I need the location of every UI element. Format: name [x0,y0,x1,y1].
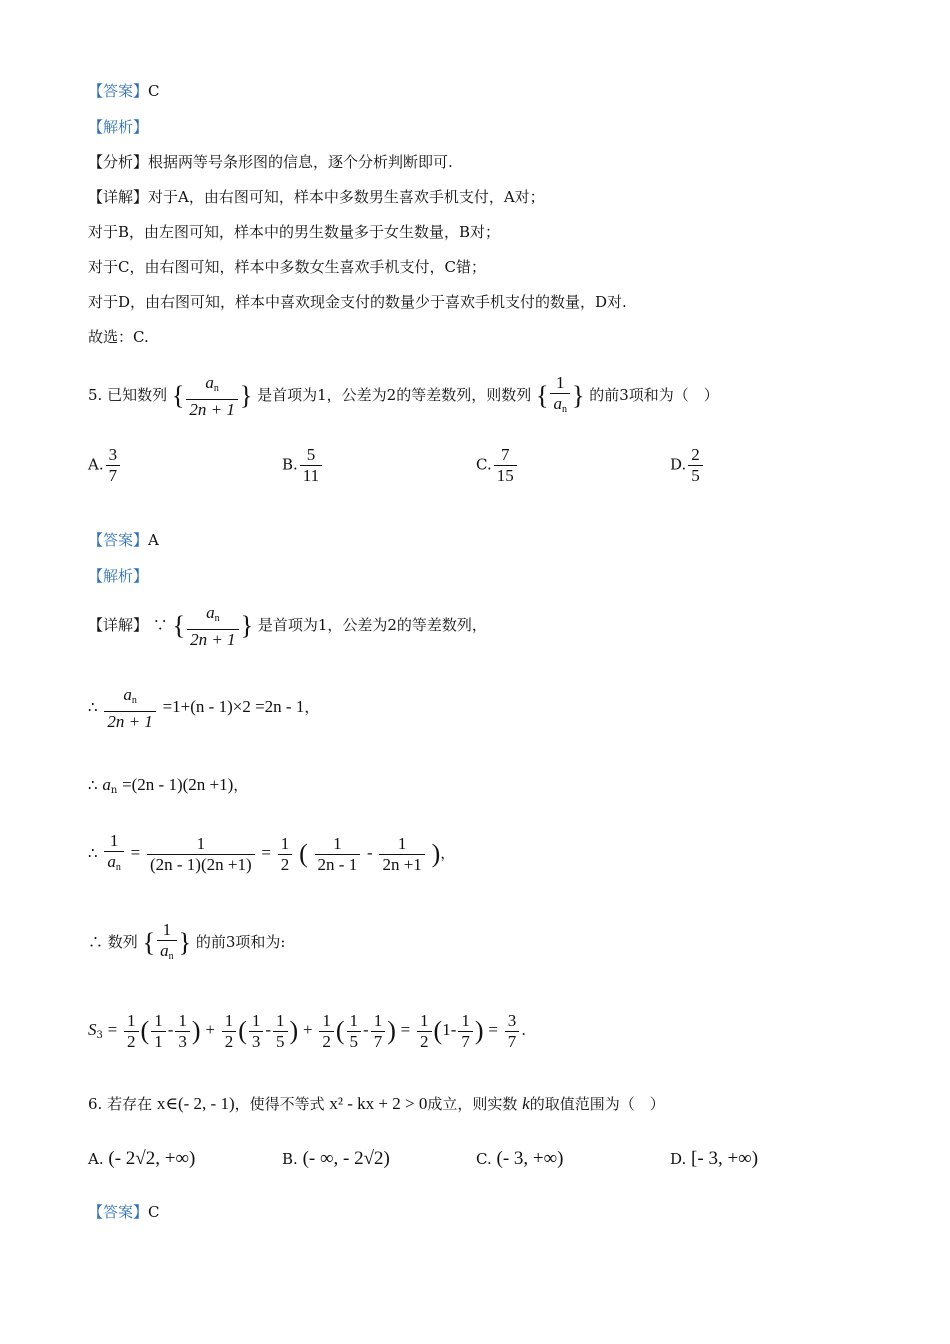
option-a-q6[interactable]: A. (- 2√2, +∞) [88,1148,196,1169]
detail-line-d: 对于D，由右图可知，样本中喜欢现金支付的数量少于喜欢手机支付的数量，D对. [88,293,627,311]
step-2: ∴ $a_n =(2n - 1)(2n +1)$， [88,775,249,796]
fraction-1-over-an: $\frac{1}{a_n}$ [550,373,570,420]
detail-line-b: 对于B，由左图可知，样本中的男生数量多于女生数量，B对； [88,223,501,241]
question-6-stem: 6. 若存在 x∈(- 2, - 1)，使得不等式 x² - kx + 2 > 0成立，则实数 k的取值范围为（ ） [88,1094,665,1113]
analysis-tag-q4: 【解析】 [88,118,149,136]
answer-tag: 【答案】 [88,82,149,100]
answer-line-q4 [88,81,160,101]
answer-line-q5: 【答案】A [88,531,159,549]
option-c-q6[interactable]: C. (- 3, +∞) [476,1148,564,1169]
step-4: ∴ 数列 { $\frac{1}{a_n}$ } 的前3项和为: [88,919,286,962]
step-1: ∴ $\frac{a_n}{2n + 1}$ =1+(n - 1)×2 =2n - 1， [88,684,320,731]
analyze-line-q4: 【分析】根据两等号条形图的信息，逐个分析判断即可. [88,153,453,171]
analysis-tag-q5: 【解析】 [88,567,149,585]
option-d[interactable]: D. $\frac{2}{5}$ [670,445,705,486]
option-a[interactable]: A. $\frac{3}{7}$ [88,445,122,486]
detail-line-q5: 【详解】 ∵ { $\frac{a_n}{2n + 1}$ } 是首项为1，公差为2的等差数列， [88,602,487,649]
fraction-an-over-2n1: $\frac{a_n}{2n + 1}$ [186,373,237,420]
answer-value: C [148,82,160,100]
conclusion-q4: 故选：C. [88,328,149,346]
option-b-q6[interactable]: B. (- ∞, - 2√2) [282,1148,390,1169]
option-d-q6[interactable]: D. [- 3, +∞) [670,1148,759,1169]
step-5-sum: $S_3$ = $\frac{1}{2}$ ( $\frac{1}{1}$ - $\frac{1}{3}$ ) + $\frac{1}{2}$ ( $\frac{1}{3}$ - $\frac{1}{5}$ ) + $\frac{1}{2}$ ( $\frac{1}{5}$ - $\frac{1}{7}$ ) = $\frac{1}{2}$ (1- $\frac{1}{7}$ ) = $\frac{3}{7}$ . [88,1010,526,1051]
answer-line-q6: 【答案】C [88,1203,160,1221]
option-c[interactable]: C. $\frac{7}{15}$ [476,445,519,486]
option-b[interactable]: B. $\frac{5}{11}$ [282,445,324,486]
detail-line-c: 对于C，由右图可知，样本中多数女生喜欢手机支付，C错； [88,258,486,276]
question-5-stem: 5. 已知数列 { $\frac{a_n}{2n + 1}$ } 是首项为1，公差为2的等差数列，则数列 { $\frac{1}{a_n}$ } 的前3项和为（ ） [88,372,719,419]
step-3: ∴ $\frac{1}{a_n}$ = $\frac{1}{(2n - 1)(2n +1)}$ = $\frac{1}{2}$ ( $\frac{1}{2n - 1}$ - $\frac{1}{2n +1}$ )， [88,830,456,874]
detail-line-a: 【详解】对于A，由右图可知，样本中多数男生喜欢手机支付，A对； [88,188,545,206]
